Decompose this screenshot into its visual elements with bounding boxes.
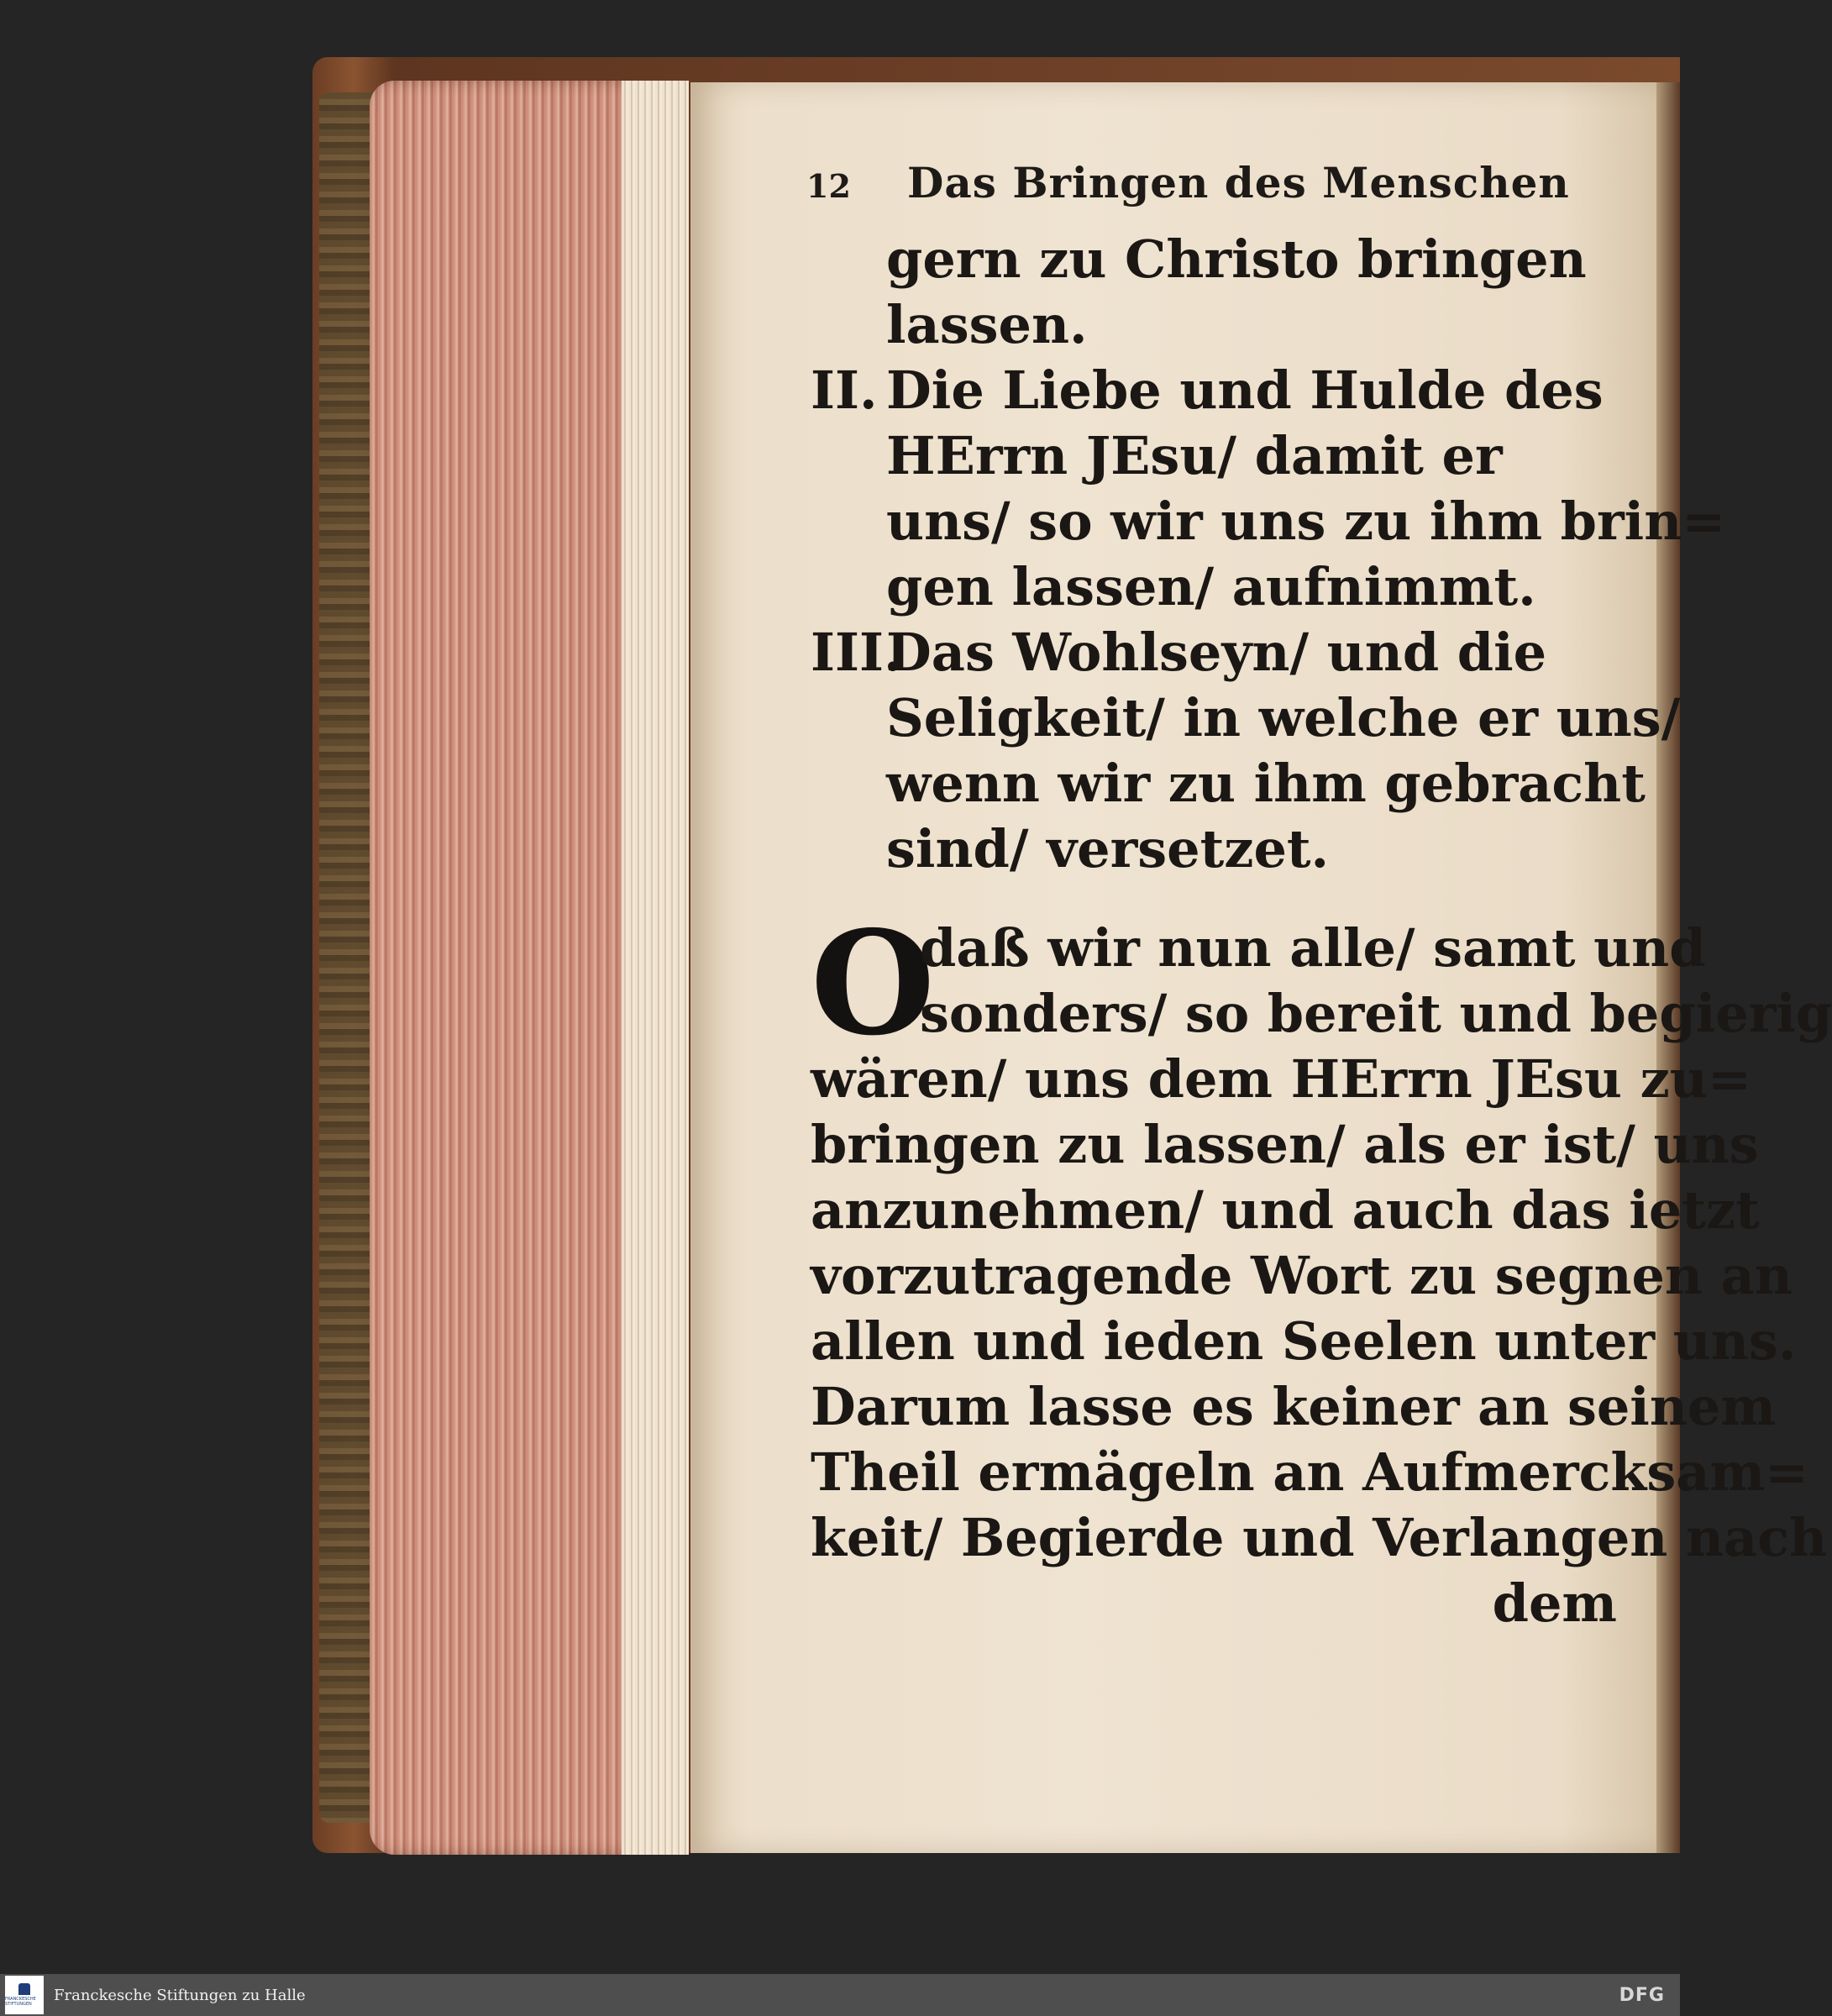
- section-numeral: II.: [811, 360, 878, 421]
- running-head: [806, 158, 1579, 217]
- line-text: bringen zu lassen/ als er ist/ uns: [811, 1114, 1759, 1175]
- text-line: [811, 685, 1681, 751]
- text-line: [811, 292, 1617, 358]
- line-text: sonders/ so bereit und begierig: [920, 983, 1832, 1044]
- building-icon: [18, 1983, 30, 1995]
- text-line: [811, 1374, 1776, 1440]
- line-text: uns/ so wir uns zu ihm brin=: [886, 491, 1726, 552]
- text-line: [811, 1505, 1828, 1571]
- line-text: daß wir nun alle/ samt und: [920, 917, 1706, 979]
- text-line: [811, 1243, 1793, 1309]
- footer-branding: [0, 1976, 306, 2014]
- text-line: [811, 1178, 1760, 1243]
- text-line: [811, 358, 1617, 423]
- dfg-logo[interactable]: DFG: [1619, 1984, 1665, 2006]
- institution-name[interactable]: Franckesche Stiftungen zu Halle: [54, 1986, 306, 2004]
- text-line: [811, 751, 1646, 816]
- text-line: [811, 1440, 1808, 1505]
- paragraph: [811, 900, 1832, 1068]
- line-text: sind/ versetzet.: [886, 818, 1330, 879]
- text-line: [811, 1047, 1751, 1112]
- catchword: [811, 1571, 1617, 1636]
- line-text: gern zu Christo bringen: [886, 228, 1587, 290]
- page-number: 12: [806, 167, 851, 205]
- text-line: [811, 620, 1617, 685]
- running-head-title: Das Bringen des Menschen: [907, 158, 1570, 207]
- text-block: [811, 227, 1832, 1636]
- line-text: allen und ieden Seelen unter uns.: [811, 1310, 1797, 1372]
- line-text: Die Liebe und Hulde des: [886, 360, 1604, 421]
- line-text: HErrn JEsu/ damit er: [886, 425, 1503, 486]
- line-text: Darum lasse es keiner an seinem: [811, 1376, 1776, 1437]
- line-text: anzunehmen/ und auch das ietzt: [811, 1179, 1760, 1241]
- line-text: wenn wir zu ihm gebracht: [886, 753, 1646, 814]
- institution-logo[interactable]: [5, 1976, 44, 2014]
- text-line: [811, 816, 1617, 882]
- text-line: [920, 916, 1832, 981]
- line-text: Das Wohlseyn/ und die: [886, 622, 1547, 683]
- text-line: [811, 227, 1617, 292]
- catchword-text: dem: [1492, 1572, 1617, 1634]
- text-line: [920, 981, 1832, 1047]
- page-edges: [370, 81, 689, 1855]
- line-text: keit/ Begierde und Verlangen nach: [811, 1507, 1828, 1568]
- text-line: [811, 1112, 1759, 1178]
- text-line: [811, 423, 1617, 489]
- text-line: [811, 489, 1726, 554]
- line-text: lassen.: [886, 294, 1088, 355]
- line-text: gen lassen/ aufnimmt.: [886, 556, 1536, 617]
- line-text: Theil ermägeln an Aufmercksam=: [811, 1441, 1808, 1503]
- drop-cap: O: [811, 900, 936, 1068]
- line-text: wären/ uns dem HErrn JEsu zu=: [811, 1048, 1751, 1110]
- viewer-footer: [0, 1974, 1680, 2016]
- line-text: Seligkeit/ in welche er uns/: [886, 687, 1681, 748]
- text-line: [811, 1309, 1797, 1374]
- logo-lettering: FRANCKESCHE STIFTUNGEN: [5, 1997, 36, 2007]
- line-text: vorzutragende Wort zu segnen an: [811, 1245, 1793, 1306]
- text-line: [811, 554, 1617, 620]
- section-numeral: III.: [811, 622, 902, 683]
- paragraph-opening-lines: [920, 916, 1832, 1047]
